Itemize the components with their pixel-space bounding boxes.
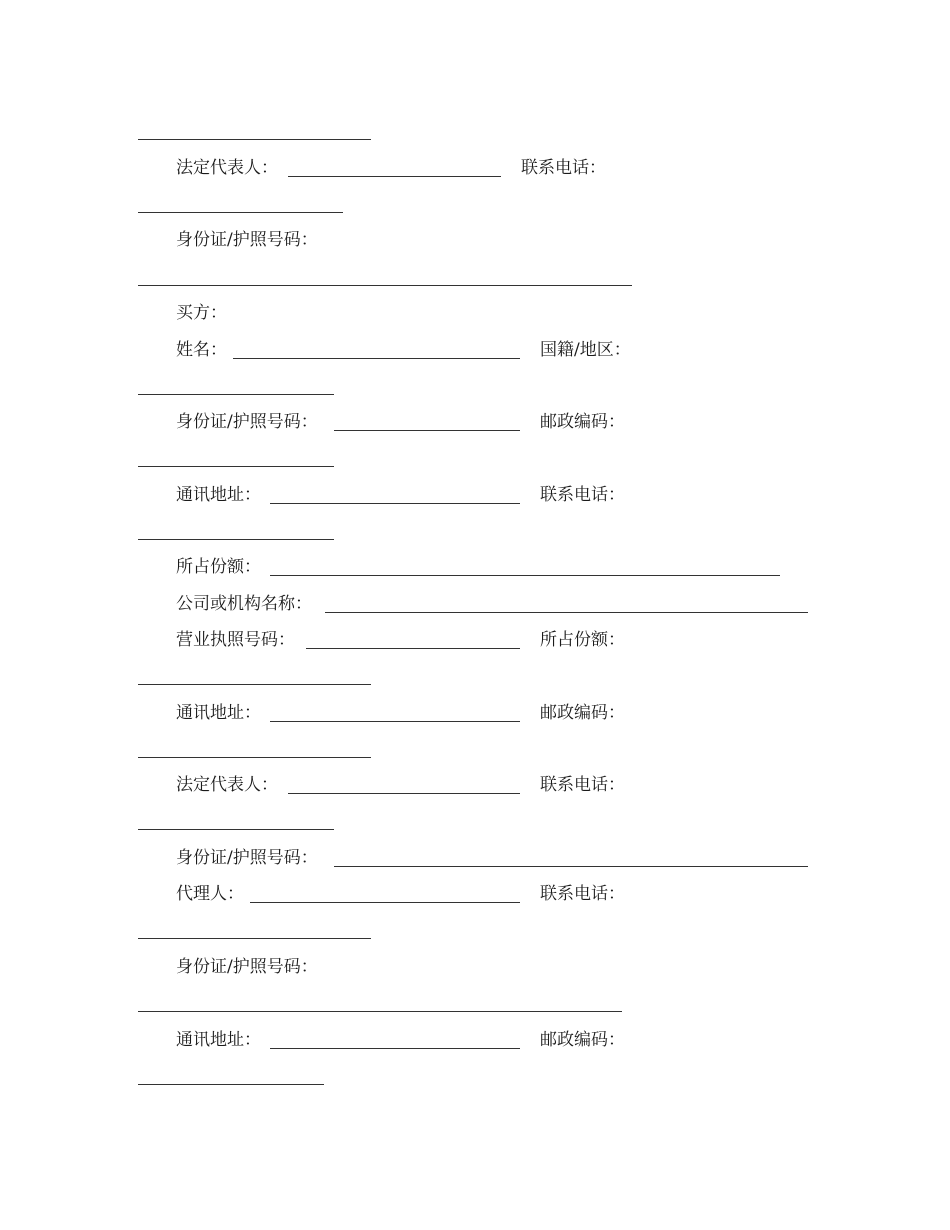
agent-postcode-label: 邮政编码： <box>540 1030 625 1050</box>
company-label: 公司或机构名称： <box>176 594 312 614</box>
phone-blank <box>138 212 343 213</box>
license-blank <box>306 648 520 649</box>
nationality-label: 国籍/地区： <box>540 340 631 360</box>
agent-phone-label: 联系电话： <box>540 884 625 904</box>
company-postcode-blank <box>138 757 371 758</box>
buyer-phone-blank <box>138 539 334 540</box>
nationality-blank <box>138 394 334 395</box>
phone-label: 联系电话： <box>521 158 606 178</box>
legal-rep-id-blank <box>334 866 808 867</box>
company-postcode-label: 邮政编码： <box>540 703 625 723</box>
legal-rep-label: 法定代表人： <box>176 158 278 178</box>
company-share-blank <box>138 684 371 685</box>
company-share-label: 所占份额： <box>540 630 625 650</box>
id-label: 身份证/护照号码： <box>176 230 318 250</box>
address-label: 通讯地址： <box>176 485 261 505</box>
company-address-label: 通讯地址： <box>176 703 261 723</box>
buyer-legal-rep-label: 法定代表人： <box>176 775 278 795</box>
legal-rep-phone-label: 联系电话： <box>540 775 625 795</box>
blank-line <box>138 139 371 140</box>
agent-phone-blank <box>138 938 371 939</box>
agent-id-label: 身份证/护照号码： <box>176 957 318 977</box>
postcode-blank <box>138 466 334 467</box>
agent-address-blank <box>270 1048 520 1049</box>
buyer-heading: 买方： <box>176 303 227 323</box>
agent-postcode-blank <box>138 1084 324 1085</box>
buyer-id-blank <box>334 430 520 431</box>
legal-rep-blank <box>288 176 501 177</box>
company-blank <box>325 612 808 613</box>
address-blank <box>270 503 520 504</box>
name-label: 姓名： <box>176 340 227 360</box>
share-blank <box>270 575 780 576</box>
id-blank <box>138 285 632 286</box>
share-label: 所占份额： <box>176 557 261 577</box>
buyer-phone-label: 联系电话： <box>540 485 625 505</box>
agent-address-label: 通讯地址： <box>176 1030 261 1050</box>
agent-label: 代理人： <box>176 884 244 904</box>
name-blank <box>233 358 520 359</box>
company-address-blank <box>270 721 520 722</box>
license-label: 营业执照号码： <box>176 630 295 650</box>
buyer-legal-rep-blank <box>288 793 520 794</box>
legal-rep-phone-blank <box>138 829 334 830</box>
agent-blank <box>250 902 520 903</box>
legal-rep-id-label: 身份证/护照号码： <box>176 848 318 868</box>
postcode-label: 邮政编码： <box>540 412 625 432</box>
agent-id-blank <box>138 1011 622 1012</box>
buyer-id-label: 身份证/护照号码： <box>176 412 318 432</box>
